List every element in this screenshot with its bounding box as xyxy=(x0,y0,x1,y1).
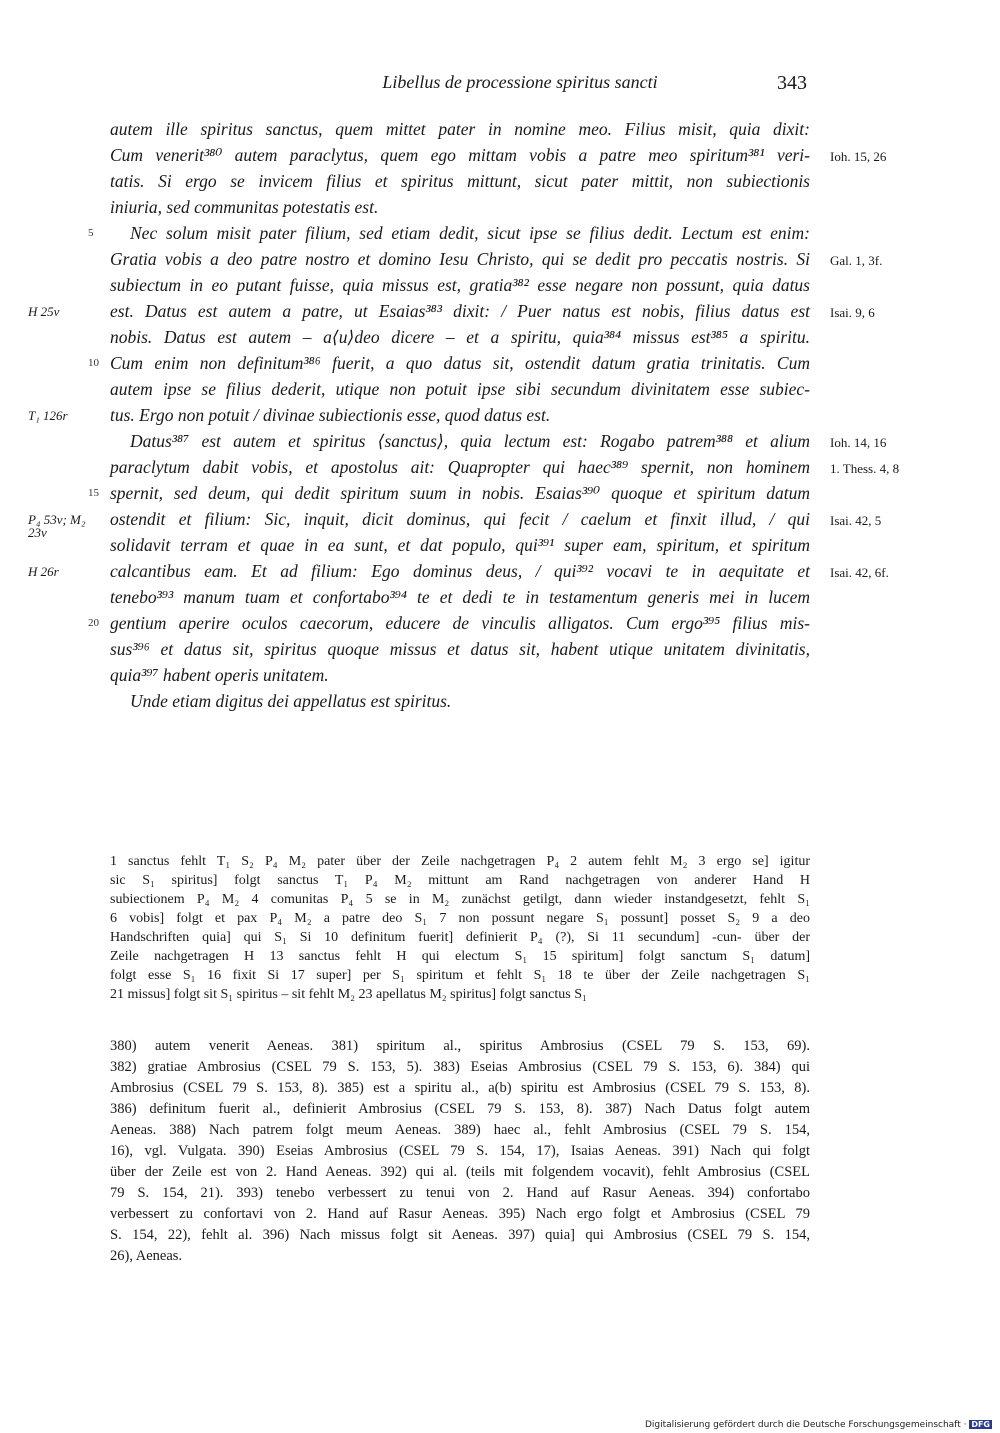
footnote-line: 380) autem venerit Aeneas. 381) spiritum al., spiritus Ambrosius (CSEL 79 S. 153, 69). xyxy=(110,1038,810,1054)
text-line: Datus³⁸⁷ est autem et spiritus ⟨sanctus⟩, quia lectum est: Rogabo patrem³⁸⁸ et alium xyxy=(130,431,810,451)
line-number: 10 xyxy=(88,357,99,369)
text-line: Cum venerit³⁸⁰ autem paraclytus, quem ego mittam vobis a patre meo spiritum³⁸¹ veri- xyxy=(110,145,810,165)
apparatus-line: Handschriften quia] qui S₁ Si 10 definitum fuerit] definierit P₄ (?), Si 11 secundum] -cun- über der xyxy=(110,930,810,945)
text-line: paraclytum dabit vobis, et apostolus ait: Quapropter qui haec³⁸⁹ spernit, non hominem xyxy=(110,457,810,477)
line-number: 5 xyxy=(88,227,94,239)
text-line: quia³⁹⁷ habent operis unitatem. xyxy=(110,665,329,685)
text-line: tus. Ergo non potuit / divinae subiectionis esse, quod datus est. xyxy=(110,405,551,425)
margin-reference: Isai. 42, 5 xyxy=(830,513,882,528)
footnote-line: 382) gratiae Ambrosius (CSEL 79 S. 153, 5). 383) Eseias Ambrosius (CSEL 79 S. 153, 6). 384) qui xyxy=(110,1059,810,1075)
text-line: nobis. Datus est autem – a⟨u⟩deo dicere – et a spiritu, quia³⁸⁴ missus est³⁸⁵ a spiritu. xyxy=(110,327,810,347)
apparatus-line: sic S₁ spiritus] folgt sanctus T₁ P₄ M₂ mittunt am Rand nachgetragen von anderer Hand H xyxy=(110,873,810,888)
apparatus-line: folgt esse S₁ 16 fixit Si 17 super] per S₁ spiritum et fehlt S₁ 18 te über der Zeile nachgetragen S₁ xyxy=(110,968,810,983)
footnote-line: über der Zeile est von 2. Hand Aeneas. 392) qui al. (teils mit folgendem vocavit), fehlt Ambrosius (CSEL xyxy=(110,1164,810,1180)
footer-text: Digitalisierung gefördert durch die Deutsche Forschungsgemeinschaft xyxy=(644,1420,961,1430)
text-line: autem ille spiritus sanctus, quem mittet pater in nomine meo. Filius misit, quia dixit: xyxy=(110,119,810,139)
apparatus-line: subiectionem P₄ M₂ 4 comunitas P₄ 5 se in M₂ zunächst getilgt, dann wieder instandgesetzt, fehlt S₁ xyxy=(110,892,810,907)
text-line: est. Datus est autem a patre, ut Esaias³⁸³ dixit: / Puer natus est nobis, filius datus est xyxy=(110,301,810,321)
footnote-line: verbessert zu confortavi von 2. Hand auf Rasur Aeneas. 395) Nach ergo folgt et Ambrosius (CSEL 79 xyxy=(110,1206,810,1222)
line-number: 15 xyxy=(88,487,99,499)
text-line: subiectum in eo putant fuisse, quia missus est, gratia³⁸² esse negare non possunt, quia datus xyxy=(110,275,810,295)
footnote-line: 26), Aeneas. xyxy=(110,1248,183,1264)
text-line: Unde etiam digitus dei appellatus est spiritus. xyxy=(130,691,452,711)
running-title: Libellus de processione spiritus sancti xyxy=(382,72,658,92)
footnote-line: 386) definitum fuerit al., definierit Ambrosius (CSEL 79 S. 153, 8). 387) Nach Datus folgt autem xyxy=(110,1101,810,1117)
text-line: spernit, sed deum, qui dedit spiritum suum in nobis. Esaias³⁹⁰ quoque et spiritum datum 15 xyxy=(110,480,810,506)
footer: Digitalisierung gefördert durch die Deutsche Forschungsgemeinschaft · DFG xyxy=(644,1420,990,1430)
main-text xyxy=(88,116,810,714)
text-line: solidavit terram et quae in ea sunt, et dat populo, qui³⁹¹ super eam, spiritum, et spiritum xyxy=(110,535,810,555)
text-line: ostendit et filium: Sic, inquit, dicit dominus, qui fecit / caelum et finxit illud, / qui xyxy=(110,509,810,529)
margin-siglum: H 26r xyxy=(28,564,59,579)
margin-siglum: H 25v xyxy=(28,304,60,319)
margin-reference: Isai. 9, 6 xyxy=(830,305,875,320)
footnote-line: 16), vgl. Vulgata. 390) Eseias Ambrosius (CSEL 79 S. 154, 17), Isaias Aeneas. 391) Nach qui folgt xyxy=(110,1143,810,1159)
page-number: 343 xyxy=(777,72,807,94)
text-line: tenebo³⁹³ manum tuam et confortabo³⁹⁴ te et dedi te in testamentum generis mei in lucem xyxy=(110,587,810,607)
margin-reference: Ioh. 15, 26 xyxy=(830,149,887,164)
text-line: autem ipse se filius dederit, utique non potuit ipse sibi secundum divinitatem esse subiec- xyxy=(110,379,810,399)
text-line: gentium aperire oculos caecorum, educere de vinculis alligatos. Cum ergo³⁹⁵ filius mis- 20 xyxy=(110,610,810,636)
text-line: Nec solum misit pater filium, sed etiam dedit, sicut ipse se filius dedit. Lectum est enim: 5 xyxy=(110,220,810,246)
margin-reference: 1. Thess. 4, 8 xyxy=(830,461,900,476)
footnote-line: Aeneas. 388) Nach patrem folgt meum Aeneas. 389) haec al., fehlt Ambrosius (CSEL 79 S. 154, xyxy=(110,1122,810,1138)
margin-reference: Gal. 1, 3f. xyxy=(830,253,883,268)
dfg-logo: DFG xyxy=(971,1420,990,1429)
footnote-line: Ambrosius (CSEL 79 S. 153, 8). 385) est a spiritu al., a(b) spiritu est Ambrosius (CSEL 79 S. 153, 8). xyxy=(110,1080,810,1096)
text-line: sus³⁹⁶ et datus sit, spiritus quoque missus et datus sit, habent utique unitatem divinitatis, xyxy=(110,639,810,659)
margin-siglum: T₁ 126r xyxy=(28,408,68,423)
text-line: Cum enim non definitum³⁸⁶ fuerit, a quo datus sit, ostendit datum gratia trinitatis. Cum 10 xyxy=(110,350,810,376)
text-line: tatis. Si ergo se invicem filius et spiritus mittunt, sicut pater mittit, non subiectionis xyxy=(110,171,810,191)
line-number: 20 xyxy=(88,617,99,629)
margin-reference: Ioh. 14, 16 xyxy=(830,435,887,450)
text-line: calcantibus eam. Et ad filium: Ego dominus deus, / qui³⁹² vocavi te in aequitate et xyxy=(110,561,810,581)
text-line: Gratia vobis a deo patre nostro et domino Iesu Christo, qui se dedit pro peccatis nostris. Si xyxy=(110,249,810,269)
apparatus-line: 21 missus] folgt sit S₁ spiritus – sit fehlt M₂ 23 apellatus M₂ spiritus] folgt sanctus S₁ xyxy=(110,987,587,1002)
critical-apparatus xyxy=(110,852,810,1004)
margin-reference: Isai. 42, 6f. xyxy=(830,565,889,580)
apparatus-line: 6 vobis] folgt et pax P₄ M₂ a patre deo S₁ 7 non possunt negare S₁ possunt] posset S₂ 9 a deo xyxy=(110,911,810,926)
apparatus-line: 1 sanctus fehlt T₁ S₂ P₄ M₂ pater über der Zeile nachgetragen P₄ 2 autem fehlt M₂ 3 ergo se] igitur xyxy=(110,854,810,869)
source-footnotes xyxy=(110,1036,810,1267)
footnote-line: 79 S. 154, 21). 393) tenebo verbessert zu tenui von 2. Hand auf Rasur Aeneas. 394) confortabo xyxy=(110,1185,810,1201)
apparatus-line: Zeile nachgetragen H 13 sanctus fehlt H qui electum S₁ 15 spiritum] folgt sanctum S₁ datum] xyxy=(110,949,810,964)
margin-siglum: P₄ 53v; M₂ 23v xyxy=(28,512,86,540)
footnote-line: S. 154, 22), fehlt al. 396) Nach missus folgt sit Aeneas. 397) quia] qui Ambrosius (CSEL 79 S. 154, xyxy=(110,1227,810,1243)
text-line: iniuria, sed communitas potestatis est. xyxy=(110,197,379,217)
